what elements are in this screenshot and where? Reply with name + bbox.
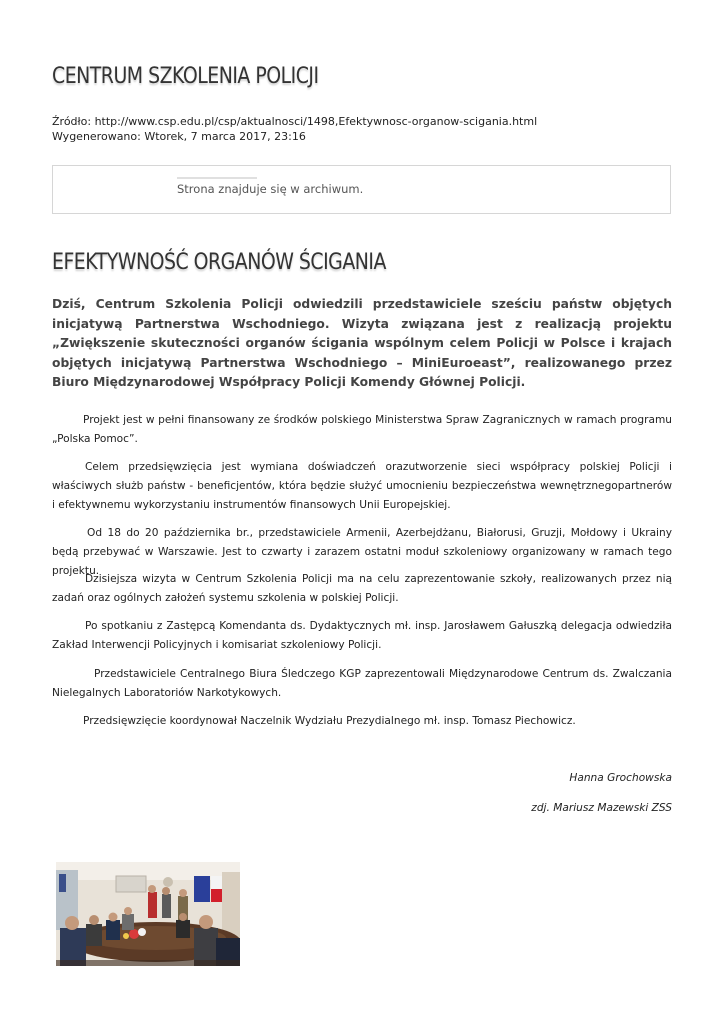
- article-author: Hanna Grochowska: [569, 772, 672, 784]
- source-line: Źródło: http://www.csp.edu.pl/csp/aktualnosci/1498,Efektywnosc-organow-scigania.html: [52, 115, 538, 128]
- article-title: EFEKTYWNOŚĆ ORGANÓW ŚCIGANIA: [52, 250, 386, 275]
- site-title: CENTRUM SZKOLENIA POLICJI: [52, 64, 319, 89]
- article-paragraph-1: Projekt jest w pełni finansowany ze środków polskiego Ministerstwa Spraw Zagranicznych w ramach programu „Polska Pomoc”.: [52, 414, 672, 445]
- generated-line: Wygenerowano: Wtorek, 7 marca 2017, 23:16: [52, 130, 306, 143]
- article-paragraph-6: Przedstawiciele Centralnego Biura Śledczego KGP zaprezentowali Międzynarodowe Centrum ds. Zwalczania Nielegalnych Laboratoriów Narkotykowych.: [52, 668, 672, 699]
- document-meta: [52, 114, 537, 144]
- article-paragraph-7: Przedsięwzięcie koordynował Naczelnik Wydziału Prezydialnego mł. insp. Tomasz Piechowicz.: [83, 715, 576, 727]
- article-photo[interactable]: [56, 862, 240, 966]
- meeting-photo-image: [56, 862, 240, 966]
- archive-notice: Strona znajduje się w archiwum.: [177, 182, 364, 196]
- archive-divider: [177, 177, 257, 179]
- article-paragraph-4: Dzisiejsza wizyta w Centrum Szkolenia Policji ma na celu zaprezentowanie szkoły, realizowanych przez nią zadań oraz ogólnych założeń systemu szkolenia w polskiej Policji.: [52, 573, 672, 604]
- photo-credit: zdj. Mariusz Mazewski ZSS: [531, 802, 672, 814]
- article-paragraph-3: Od 18 do 20 października br., przedstawiciele Armenii, Azerbejdżanu, Białorusi, Gruzji, Mołdowy i Ukrainy będą przebywać w Warszawie. Jest to czwarty i zarazem ostatni moduł szkoleniowy organizowany w ramach tego projektu.: [52, 527, 672, 577]
- article-lead: Dziś, Centrum Szkolenia Policji odwiedzili przedstawiciele sześciu państw objętych inicjatywą Partnerstwa Wschodniego. Wizyta związana jest z realizacją projektu „Zwiększenie skuteczności organów ścigania wspólnym celem Policji w Polsce i krajach objętych inicjatywą Partnerstwa Wschodniego – MiniEuroeast”, realizowanego przez Biuro Międzynarodowej Współpracy Policji Komendy Głównej Policji.: [52, 297, 672, 389]
- article-paragraph-5: Po spotkaniu z Zastępcą Komendanta ds. Dydaktycznych mł. insp. Jarosławem Gałuszką delegacja odwiedziła Zakład Interwencji Policyjnych i komisariat szkoleniowy Policji.: [52, 620, 672, 651]
- article-paragraph-2: Celem przedsięwzięcia jest wymiana doświadczeń orazutworzenie sieci współpracy polskiej Policji i właściwych służb państw - beneficjentów, która będzie służyć umocnieniu bezpieczeństwa wewnętrznegopartnerów i efektywnemu wykorzystaniu instrumentów finansowych Unii Europejskiej.: [52, 461, 672, 511]
- archive-notice-box: [52, 165, 671, 214]
